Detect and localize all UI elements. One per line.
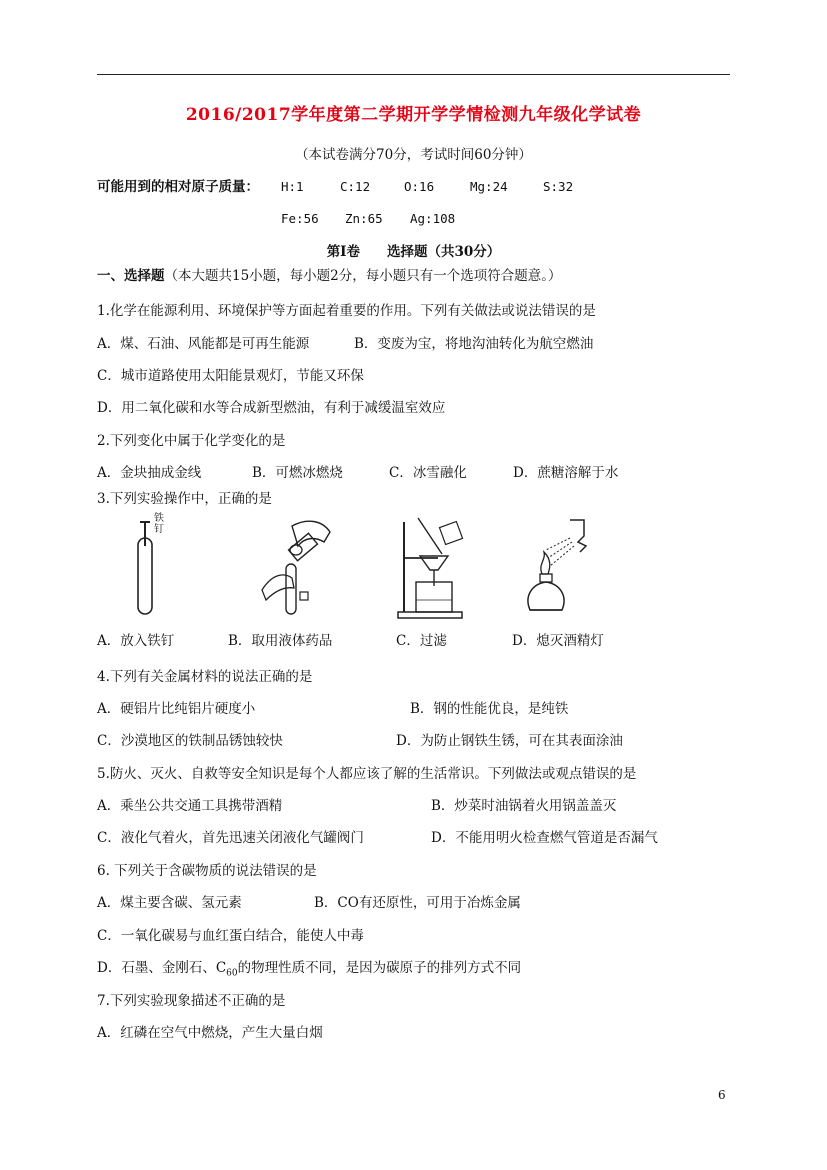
q1-stem: 1.化学在能源利用、环境保护等方面起着重要的作用。下列有关做法或说法错误的是 <box>97 303 596 319</box>
q3-stem: 3.下列实验操作中，正确的是 <box>97 491 272 507</box>
q2-option-c: C．冰雪融化 <box>389 465 467 481</box>
q2-option-b: B．可燃冰燃烧 <box>252 465 343 481</box>
atomic-mass-s: S:32 <box>543 179 574 194</box>
nail-label: 铁钉 <box>154 513 164 535</box>
part1-heading-line <box>97 267 562 285</box>
pour-liquid-figure <box>252 512 342 624</box>
q3-option-c: C．过滤 <box>396 633 447 649</box>
q6-stem: 6. 下列关于含碳物质的说法错误的是 <box>97 863 317 879</box>
q1-option-a: A．煤、石油、风能都是可再生能源 <box>97 336 310 352</box>
q7-option-a: A．红磷在空气中燃烧，产生大量白烟 <box>97 1025 323 1041</box>
q3-option-a: A．放入铁钉 <box>97 633 175 649</box>
part1-heading: 一、选择题 <box>97 268 165 284</box>
q5-option-a: A．乘坐公共交通工具携带酒精 <box>97 798 283 814</box>
atomic-mass-h: H:1 <box>281 179 304 194</box>
q4-option-b: B．钢的性能优良，是纯铁 <box>410 701 569 717</box>
q6-option-d <box>97 959 521 983</box>
atomic-mass-zn: Zn:65 <box>345 211 383 226</box>
q6-option-c: C．一氧化碳易与血红蛋白结合，能使人中毒 <box>97 928 364 944</box>
q5-option-b: B．炒菜时油锅着火用锅盖盖灭 <box>431 798 617 814</box>
exam-title: 2016/2017学年度第二学期开学学情检测九年级化学试卷 <box>185 105 642 125</box>
q5-stem: 5.防火、灭火、自救等安全知识是每个人都应该了解的生活常识。下列做法或观点错误的是 <box>97 766 637 782</box>
q4-option-a: A．硬铝片比纯铝片硬度小 <box>97 701 256 717</box>
atomic-mass-ag: Ag:108 <box>410 211 456 226</box>
q6-option-d-subscript: 60 <box>226 968 238 979</box>
q4-option-d: D．为防止钢铁生锈，可在其表面涂油 <box>396 733 623 749</box>
header-rule <box>97 74 730 75</box>
atomic-mass-c: C:12 <box>340 179 371 194</box>
atomic-mass-fe: Fe:56 <box>281 211 319 226</box>
q6-option-d-prefix: D．石墨、金刚石、C <box>97 960 227 976</box>
q3-option-b: B．取用液体药品 <box>228 633 333 649</box>
q1-option-c: C．城市道路使用太阳能景观灯，节能又环保 <box>97 368 364 384</box>
page-number: 6 <box>718 1088 726 1102</box>
q4-option-c: C．沙漠地区的铁制品锈蚀较快 <box>97 733 283 749</box>
q2-option-d: D．蔗糖溶解于水 <box>513 465 619 481</box>
q2-option-a: A．金块抽成金线 <box>97 465 202 481</box>
q4-stem: 4.下列有关金属材料的说法正确的是 <box>97 669 313 685</box>
q3-option-d: D．熄灭酒精灯 <box>512 633 604 649</box>
filtration-figure <box>390 512 470 624</box>
atomic-mass-label: 可能用到的相对原子质量： <box>97 179 259 195</box>
q5-option-c: C．液化气着火，首先迅速关闭液化气罐阀门 <box>97 830 364 846</box>
section-title: 第Ⅰ卷 选择题（共30分） <box>326 244 501 260</box>
q5-option-d: D．不能用明火检查燃气管道是否漏气 <box>431 830 658 846</box>
q6-option-a: A．煤主要含碳、氢元素 <box>97 895 242 911</box>
test-tube-nail-figure <box>118 512 188 624</box>
q1-option-d: D．用二氧化碳和水等合成新型燃油，有利于减缓温室效应 <box>97 400 446 416</box>
atomic-mass-mg: Mg:24 <box>470 179 508 194</box>
q1-option-b: B．变废为宝，将地沟油转化为航空燃油 <box>354 336 594 352</box>
q2-stem: 2.下列变化中属于化学变化的是 <box>97 433 286 449</box>
atomic-mass-o: O:16 <box>404 179 435 194</box>
q6-option-d-suffix: 的物理性质不同，是因为碳原子的排列方式不同 <box>237 960 522 976</box>
q6-option-b: B．CO有还原性，可用于冶炼金属 <box>314 895 521 911</box>
q7-stem: 7.下列实验现象描述不正确的是 <box>97 993 286 1009</box>
exam-subtitle: （本试卷满分70分，考试时间60分钟） <box>295 147 532 163</box>
alcohol-lamp-figure <box>520 512 610 624</box>
part1-instruction: （本大题共15小题，每小题2分，每小题只有一个选项符合题意。） <box>164 268 562 284</box>
